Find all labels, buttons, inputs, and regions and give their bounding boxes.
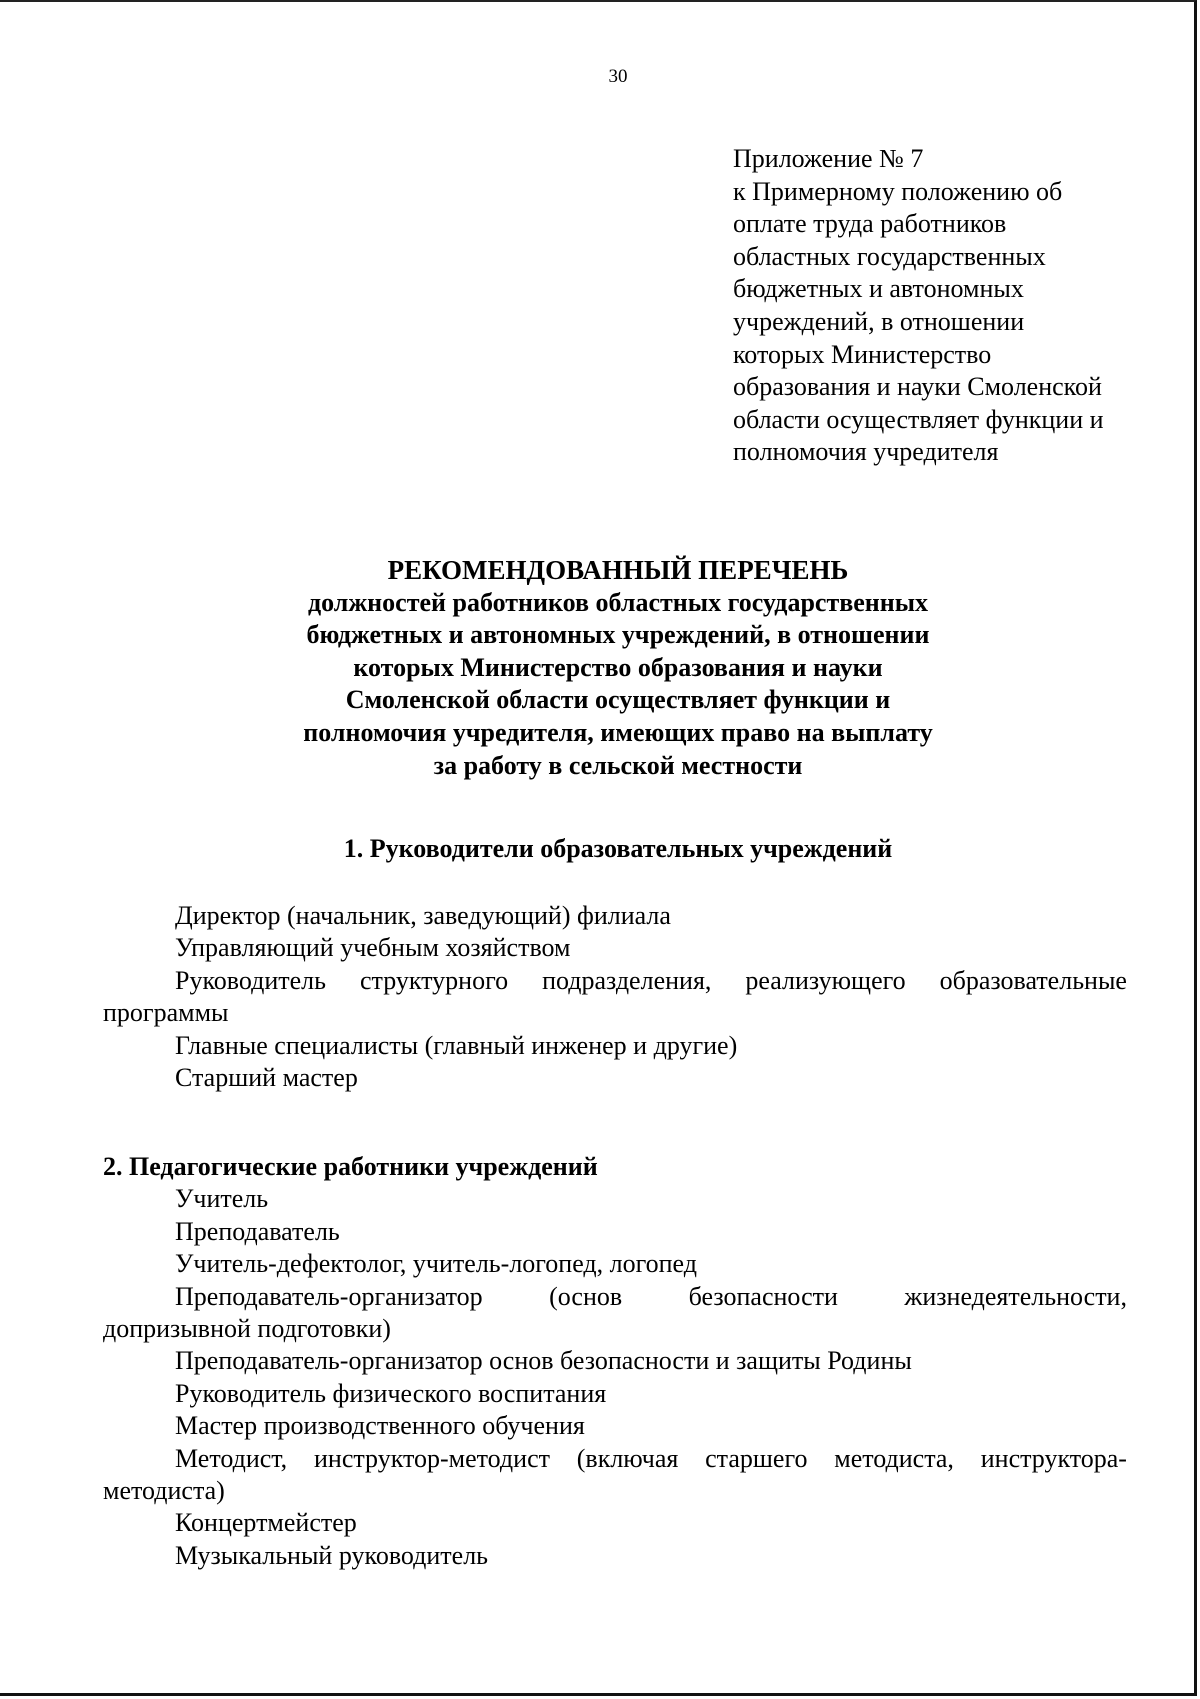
annex-block <box>733 143 1163 469</box>
list-item-multiline <box>103 1281 1127 1346</box>
list-item: Преподаватель <box>175 1216 340 1246</box>
word: подразделения, <box>542 965 712 995</box>
section2-list <box>103 1151 1127 1572</box>
list-item: Мастер производственного обучения <box>175 1411 585 1441</box>
list-item-first-line <box>103 1443 1127 1475</box>
word: Методист, <box>175 1443 288 1473</box>
section1-heading: 1. Руководители образовательных учреждений <box>343 834 893 863</box>
word: инструктора- <box>980 1443 1127 1473</box>
title-line: Смоленской области осуществляет функции и <box>345 685 891 715</box>
list-item-continuation: допризывной подготовки) <box>103 1314 391 1344</box>
word: Преподаватель-организатор <box>175 1281 483 1311</box>
list-item: Директор (начальник, заведующий) филиала <box>175 901 671 930</box>
list-item: Управляющий учебным хозяйством <box>175 933 571 963</box>
annex-line: к Примерному положению об <box>733 176 1063 206</box>
list-item-continuation: программы <box>103 998 229 1028</box>
word: реализующего <box>745 965 906 995</box>
list-item: Учитель-дефектолог, учитель-логопед, логопед <box>175 1249 697 1279</box>
word: безопасности <box>688 1281 838 1311</box>
word: структурного <box>359 965 509 995</box>
annex-line: областных государственных <box>733 241 1046 271</box>
word: Руководитель <box>175 965 326 995</box>
list-item: Учитель <box>175 1184 269 1214</box>
list-item: Главные специалисты (главный инженер и другие) <box>175 1030 738 1060</box>
section1-list <box>103 900 1127 1094</box>
list-item-continuation: методиста) <box>103 1476 225 1506</box>
annex-line: Приложение № 7 <box>733 144 924 173</box>
word: жизнедеятельности, <box>904 1281 1127 1311</box>
word: методиста, <box>834 1443 954 1473</box>
list-item: Музыкальный руководитель <box>175 1540 489 1570</box>
title-line: которых Министерство образования и науки <box>353 652 883 682</box>
document-title <box>200 554 1036 782</box>
section2-heading: 2. Педагогические работники учреждений <box>103 1152 598 1181</box>
annex-line: области осуществляет функции и <box>733 404 1104 434</box>
list-item: Руководитель физического воспитания <box>175 1378 607 1408</box>
title-line: бюджетных и автономных учреждений, в отношении <box>306 620 930 650</box>
annex-line: оплате труда работников <box>733 209 1007 239</box>
page-number: 30 <box>608 66 628 87</box>
word: (основ <box>549 1281 623 1311</box>
list-item: Старший мастер <box>175 1063 358 1093</box>
word: образовательные <box>939 965 1127 995</box>
title-line: полномочия учредителя, имеющих право на выплату <box>303 717 933 747</box>
annex-line: учреждений, в отношении <box>733 306 1025 336</box>
list-item: Преподаватель-организатор основ безопасности и защиты Родины <box>175 1346 912 1376</box>
annex-line: которых Министерство <box>733 339 992 369</box>
list-item-multiline <box>103 1443 1127 1508</box>
list-item-first-line <box>103 965 1127 997</box>
title-main: РЕКОМЕНДОВАННЫЙ ПЕРЕЧЕНЬ <box>387 555 849 585</box>
title-line: за работу в сельской местности <box>433 750 803 780</box>
word: старшего <box>705 1443 808 1473</box>
annex-line: образования и науки Смоленской <box>733 372 1102 402</box>
word: (включая <box>576 1443 679 1473</box>
annex-line: бюджетных и автономных <box>733 274 1024 304</box>
list-item: Концертмейстер <box>175 1508 357 1538</box>
list-item-multiline <box>103 965 1127 1030</box>
list-item-first-line <box>103 1281 1127 1313</box>
word: инструктор-методист <box>313 1443 550 1473</box>
annex-line: полномочия учредителя <box>733 437 999 467</box>
title-line: должностей работников областных государственных <box>307 587 929 617</box>
